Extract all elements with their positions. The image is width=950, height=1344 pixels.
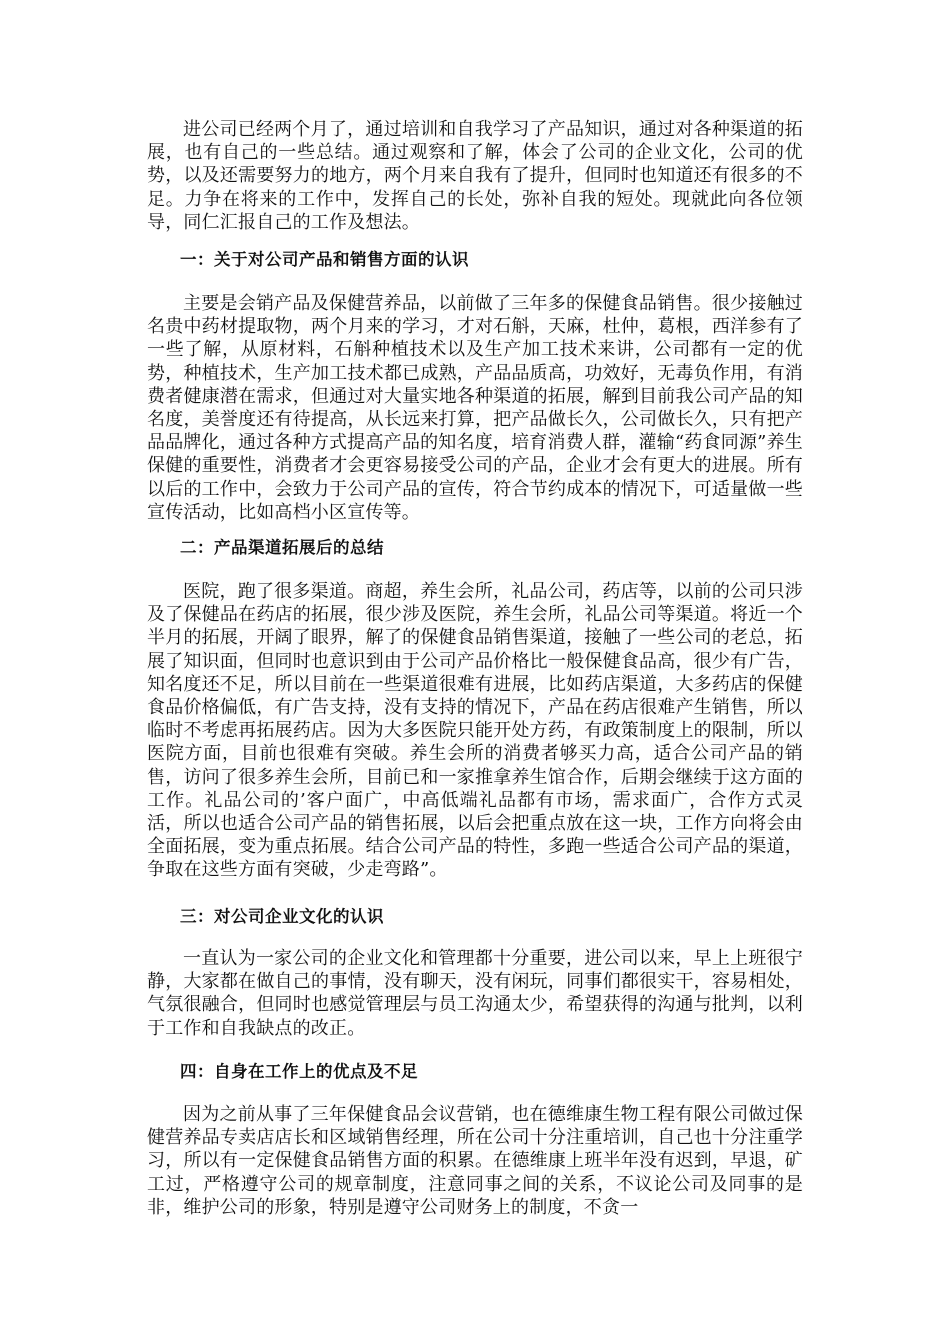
intro-paragraph: 进公司已经两个月了，通过培训和自我学习了产品知识，通过对各种渠道的拓展，也有自己的一些总结。通过观察和了解，体会了公司的企业文化，公司的优势，以及还需要努力的地方，两个月来自我有了提升，但同时也知道还有很多的不足。力争在将来的工作中，发挥自己的长处，弥补自我的短处。现就此向各位领导，同仁汇报自己的工作及想法。 [147,119,803,233]
section-3-paragraph: 一直认为一家公司的企业文化和管理都十分重要，进公司以来，早上上班很宁静，大家都在做自己的事情，没有聊天，没有闲玩，同事们都很实干，容易相处，气氛很融合，但同时也感觉管理层与员工沟通太少，希望获得的沟通与批判，以利于工作和自我缺点的改正。 [147,948,803,1039]
section-3-heading: 三：对公司企业文化的认识 [180,907,384,926]
section-4-heading: 四：自身在工作上的优点及不足 [180,1062,418,1081]
section-1-heading: 一：关于对公司产品和销售方面的认识 [180,250,469,269]
section-2-paragraph: 医院，跑了很多渠道。商超，养生会所，礼品公司，药店等，以前的公司只涉及了保健品在药店的拓展，很少涉及医院，养生会所，礼品公司等渠道。将近一个半月的拓展，开阔了眼界，解了的保健食品销售渠道，接触了一些公司的老总，拓展了知识面，但同时也意识到由于公司产品价格比一般保健食品高，很少有广告，知名度还不足，所以目前在一些渠道很难有进展，比如药店渠道，大多药店的保健食品价格偏低，有广告支持，没有支持的情况下，产品在药店很难产生销售，所以临时不考虑再拓展药店。因为大多医院只能开处方药，有政策制度上的限制，所以医院方面，目前也很难有突破。养生会所的消费者够买力高，适合公司产品的销售，访问了很多养生会所，目前已和一家推拿养生馆合作，后期会继续于这方面的工作。礼品公司的’客户面广，中高低端礼品都有市场，需求面广，合作方式灵活，所以也适合公司产品的销售拓展，以后会把重点放在这一块，工作方向将会由全面拓展，变为重点拓展。结合公司产品的特性，多跑一些适合公司产品的渠道，争取在这些方面有突破，少走弯路”。 [147,581,803,881]
section-4-paragraph: 因为之前从事了三年保健食品会议营销，也在德维康生物工程有限公司做过保健营养品专卖店店长和区域销售经理，所在公司十分注重培训，自己也十分注重学习，所以有一定保健食品销售方面的积累。在德维康上班半年没有迟到，早退，矿工过，严格遵守公司的规章制度，注意同事之间的关系，不议论公司及同事的是非，维护公司的形象，特别是遵守公司财务上的制度，不贪一 [147,1104,803,1218]
section-1-paragraph: 主要是会销产品及保健营养品，以前做了三年多的保健食品销售。很少接触过名贵中药材提取物，两个月来的学习，才对石斛，天麻，杜仲，葛根，西洋参有了一些了解，从原材料，石斛种植技术以及生产加工技术来讲，公司都有一定的优势，种植技术，生产加工技术都已成熟，产品品质高，功效好，无毒负作用，有消费者健康潜在需求，但通过对大量实地各种渠道的拓展，解到目前我公司产品的知名度，美誉度还有待提高，从长远来打算，把产品做长久，公司做长久，只有把产品品牌化，通过各种方式提高产品的知名度，培育消费人群，灌输“药食同源”养生保健的重要性，消费者才会更容易接受公司的产品，企业才会有更大的进展。所有以后的工作中，会致力于公司产品的宣传，符合节约成本的情况下，可适量做一些宣传活动，比如高档小区宣传等。 [147,293,803,523]
section-2-heading: 二：产品渠道拓展后的总结 [180,538,384,557]
